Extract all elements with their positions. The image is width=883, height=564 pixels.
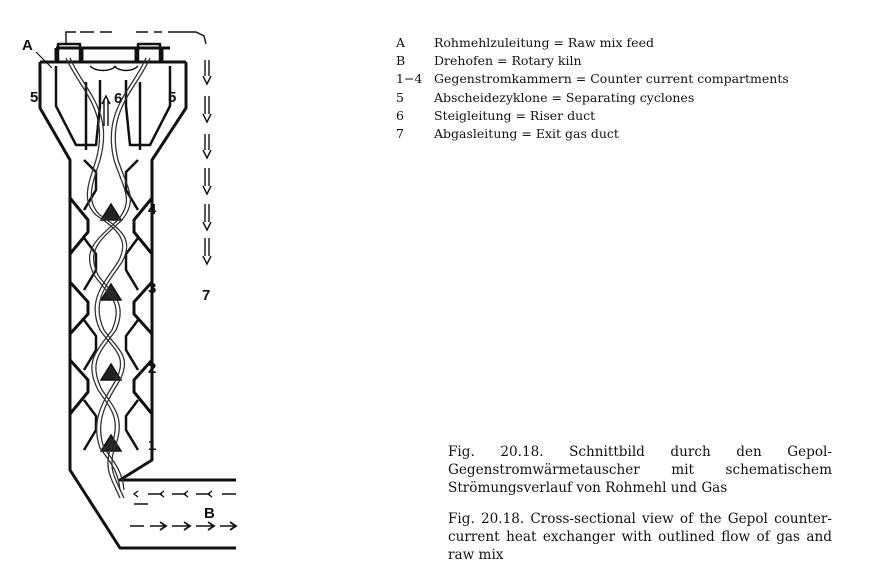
label-B: B [204,505,215,522]
label-1: 1 [148,437,157,454]
label-3: 3 [148,280,157,297]
label-2: 2 [148,360,157,377]
legend-text: Gegenstromkammern = Counter current compartments [434,71,789,87]
legend-key: B [396,53,406,69]
legend-row [396,70,789,88]
distributor-cones [101,204,121,451]
legend [396,34,789,143]
legend-key: A [396,35,406,50]
legend-row [396,34,789,52]
legend-row [396,125,789,143]
legend-key: 7 [396,125,404,141]
legend-text: Rohmehlzuleitung = Raw mix feed [434,35,654,50]
legend-row [396,107,789,125]
legend-row [396,89,789,107]
legend-text: Abgasleitung = Exit gas duct [434,125,619,141]
label-7: 7 [202,287,211,304]
heat-exchanger-diagram [0,0,300,558]
legend-row [396,52,789,70]
legend-key: 6 [396,107,404,123]
label-4: 4 [148,201,157,218]
legend-text: Abscheidezyklone = Separating cyclones [434,89,695,105]
label-5-left: 5 [30,89,39,106]
label-A-leader [36,52,52,68]
legend-text: Steigleitung = Riser duct [434,107,596,123]
caption-german: Fig. 20.18. Schnittbild durch den Gepol-Gegenstromwärmetauscher mit schematischem Strömungsverlauf von Rohmehl und Gas [448,444,832,496]
legend-text: Drehofen = Rotary kiln [434,53,582,69]
legend-key: 5 [396,89,404,105]
legend-key: 1−4 [396,71,423,87]
label-A: A [22,37,33,54]
label-6: 6 [114,90,123,107]
caption-english: Fig. 20.18. Cross-sectional view of the Gepol counter-current heat exchanger with outlined flow of gas and raw mix [448,511,832,563]
label-5-right: 5 [168,89,177,106]
